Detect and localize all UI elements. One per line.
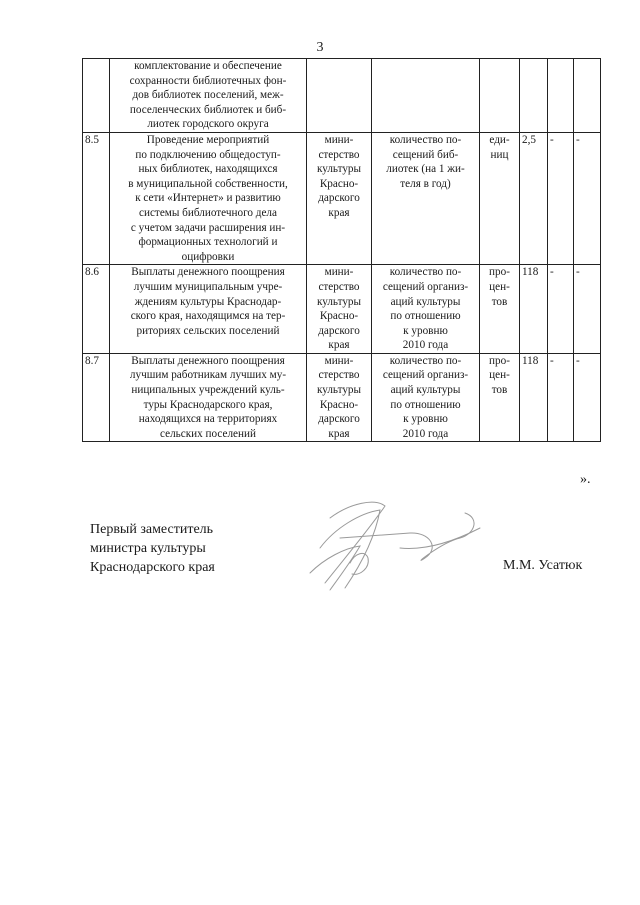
description-cell-line: риториях сельских поселений	[136, 324, 280, 337]
signatory-name: М.М. Усатюк	[503, 558, 583, 573]
signatory-title-line-3: Краснодарского края	[90, 560, 215, 575]
indicator-cell-line: количество по-	[389, 133, 462, 146]
closing-quote: ».	[580, 472, 591, 487]
description-cell	[110, 265, 307, 354]
value-cell: 2,5	[520, 132, 548, 264]
row-number-cell: 8.6	[83, 265, 110, 354]
unit-cell-line: цен-	[489, 280, 510, 293]
table-row	[83, 353, 601, 442]
executor-cell-line: стерство	[318, 148, 360, 161]
description-cell-line: оцифровки	[181, 250, 235, 263]
unit-cell-line: тов	[491, 295, 508, 308]
executor-cell-line: мини-	[324, 266, 354, 279]
unit-cell-line: тов	[491, 384, 508, 397]
indicator-cell-line: теля в год)	[400, 177, 451, 190]
row-number-cell	[83, 59, 110, 133]
signatory-title-line-1: Первый заместитель	[90, 522, 214, 537]
description-cell-line: ского края, находящимся на тер-	[130, 310, 286, 323]
executor-cell-line: стерство	[318, 369, 360, 382]
description-cell	[110, 353, 307, 442]
row-number-cell: 8.5	[83, 132, 110, 264]
year-value-cell-a: -	[548, 265, 574, 354]
executor-cell-line: культуры	[316, 295, 362, 308]
description-cell-line: формационных технологий и	[138, 236, 278, 249]
value-cell	[520, 59, 548, 133]
indicator-cell-line: к уровню	[403, 413, 448, 426]
indicator-cell-line: количество по-	[389, 354, 462, 367]
description-cell-line: Выплаты денежного поощрения	[131, 266, 285, 279]
table-row	[83, 59, 601, 133]
handwritten-signature	[290, 488, 490, 598]
indicator-cell-line: количество по-	[389, 266, 462, 279]
description-cell-line: лучшим работникам лучших му-	[129, 369, 287, 382]
year-value-cell-b: -	[574, 353, 601, 442]
executor-cell-line: Красно-	[319, 177, 359, 190]
executor-cell-line: Красно-	[319, 310, 359, 323]
indicator-cell-line: 2010 года	[402, 427, 449, 440]
value-cell: 118	[520, 265, 548, 354]
program-table	[82, 58, 601, 442]
description-cell-line: ниципальных учреждений куль-	[131, 384, 285, 397]
unit-cell	[480, 353, 520, 442]
executor-cell	[307, 353, 372, 442]
description-cell-line: сохранности библиотечных фон-	[129, 74, 287, 87]
description-cell-line: туры Краснодарского края,	[143, 398, 273, 411]
indicator-cell-line: по отношению	[390, 398, 461, 411]
indicator-cell-line: аций культуры	[390, 384, 461, 397]
executor-cell-line: края	[328, 206, 350, 219]
executor-cell-line: культуры	[316, 384, 362, 397]
description-cell-line: с учетом задачи расширения ин-	[130, 221, 286, 234]
description-cell-line: ных библиотек, находящихся	[138, 163, 278, 176]
description-cell-line: в муниципальной собственности,	[128, 177, 288, 190]
unit-cell-line: про-	[489, 266, 510, 279]
indicator-cell	[372, 265, 480, 354]
year-value-cell-b: -	[574, 265, 601, 354]
description-cell-line: лучшим муниципальным учре-	[133, 280, 283, 293]
unit-cell-line: ниц	[490, 148, 509, 161]
unit-cell	[480, 59, 520, 133]
table-row	[83, 265, 601, 354]
indicator-cell-line: сещений биб-	[392, 148, 459, 161]
year-value-cell-b	[574, 59, 601, 133]
indicator-cell-line: по отношению	[390, 310, 461, 323]
executor-cell-line: культуры	[316, 163, 362, 176]
executor-cell-line: дарского	[318, 324, 360, 337]
executor-cell-line: края	[328, 427, 350, 440]
executor-cell-line: Красно-	[319, 398, 359, 411]
description-cell-line: сельских поселений	[160, 427, 256, 440]
year-value-cell-a: -	[548, 132, 574, 264]
description-cell-line: к сети «Интернет» и развитию	[135, 192, 281, 205]
description-cell-line: ждениям культуры Краснодар-	[134, 295, 282, 308]
description-cell-line: комплектование и обеспечение	[134, 60, 282, 72]
description-cell-line: системы библиотечного дела	[139, 206, 277, 219]
indicator-cell	[372, 59, 480, 133]
description-cell-line: поселенческих библиотек и биб-	[129, 103, 287, 116]
executor-cell	[307, 132, 372, 264]
indicator-cell-line: сещений организ-	[382, 280, 469, 293]
unit-cell	[480, 132, 520, 264]
description-cell	[110, 59, 307, 133]
description-cell-line: дов библиотек поселений, меж-	[132, 89, 284, 102]
executor-cell-line: мини-	[324, 354, 354, 367]
executor-cell	[307, 265, 372, 354]
row-number-cell: 8.7	[83, 353, 110, 442]
indicator-cell-line: сещений организ-	[382, 369, 469, 382]
description-cell-line: лиотек городского округа	[147, 118, 269, 131]
indicator-cell-line: 2010 года	[402, 339, 449, 352]
description-cell-line: Проведение мероприятий	[146, 133, 270, 146]
executor-cell-line: края	[328, 339, 350, 352]
table-row	[83, 132, 601, 264]
unit-cell-line: про-	[489, 354, 510, 367]
indicator-cell-line: к уровню	[403, 324, 448, 337]
signatory-title-line-2: министра культуры	[90, 541, 206, 556]
description-cell-line: Выплаты денежного поощрения	[131, 354, 285, 367]
indicator-cell	[372, 353, 480, 442]
indicator-cell	[372, 132, 480, 264]
description-cell-line: находящихся на территориях	[138, 413, 278, 426]
year-value-cell-a: -	[548, 353, 574, 442]
year-value-cell-a	[548, 59, 574, 133]
description-cell-line: по подключению общедоступ-	[135, 148, 281, 161]
executor-cell-line: дарского	[318, 413, 360, 426]
unit-cell-line: еди-	[489, 133, 510, 146]
executor-cell-line: стерство	[318, 280, 360, 293]
signatory-title	[90, 520, 215, 577]
indicator-cell-line: аций культуры	[390, 295, 461, 308]
executor-cell-line: дарского	[318, 192, 360, 205]
executor-cell	[307, 59, 372, 133]
executor-cell-line: мини-	[324, 133, 354, 146]
page-number: 3	[316, 40, 324, 55]
unit-cell-line: цен-	[489, 369, 510, 382]
description-cell	[110, 132, 307, 264]
indicator-cell-line: лиотек (на 1 жи-	[386, 163, 465, 176]
unit-cell	[480, 265, 520, 354]
year-value-cell-b: -	[574, 132, 601, 264]
value-cell: 118	[520, 353, 548, 442]
